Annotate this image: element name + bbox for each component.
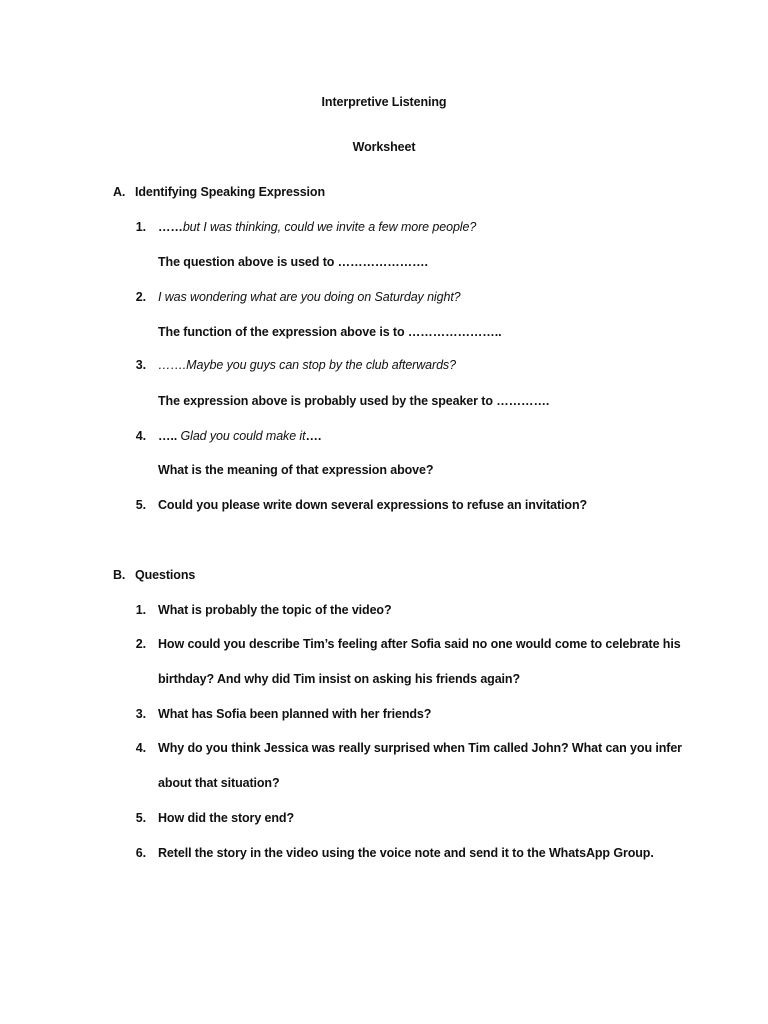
section-b-heading: Questions [135, 568, 196, 582]
item-number: 3. [135, 707, 146, 721]
item-number: 1. [135, 220, 146, 234]
section-a-heading: Identifying Speaking Expression [135, 185, 325, 199]
expression-quote: …….Maybe you guys can stop by the club afterwards? [158, 358, 456, 372]
ellipsis: …… [158, 220, 183, 234]
expression-quote: I was wondering what are you doing on Saturday night? [158, 290, 461, 304]
item-question: What is the meaning of that expression above? [158, 463, 434, 477]
item-number: 2. [135, 290, 146, 304]
item-number: 2. [135, 637, 146, 651]
section-b-marker: B. [113, 568, 126, 582]
quote-text: but I was thinking, could we invite a few more people? [182, 220, 477, 234]
page-subtitle: Worksheet [352, 140, 416, 154]
item-number: 4. [135, 741, 146, 755]
ellipsis: ….. [158, 429, 178, 443]
expression-quote [158, 219, 476, 235]
question-text: What is probably the topic of the video? [158, 603, 392, 617]
item-number: 5. [135, 811, 146, 825]
item-question: The function of the expression above is to ………………….. [158, 325, 502, 339]
question-text-continued: about that situation? [158, 776, 280, 790]
quote-text: Glad you could make it [177, 429, 306, 443]
item-question: The expression above is probably used by the speaker to …………. [158, 394, 550, 408]
question-text-continued: birthday? And why did Tim insist on asking his friends again? [158, 672, 520, 686]
question-text: What has Sofia been planned with her friends? [158, 707, 432, 721]
question-text: Retell the story in the video using the voice note and send it to the WhatsApp Group. [158, 846, 654, 860]
item-number: 4. [135, 429, 146, 443]
item-question: The question above is used to …………………. [158, 255, 428, 269]
expression-quote [158, 428, 321, 444]
question-text: How did the story end? [158, 811, 294, 825]
item-number: 1. [135, 603, 146, 617]
question-text: How could you describe Tim’s feeling after Sofia said no one would come to celebrate his [158, 637, 681, 651]
ellipsis: …. [305, 429, 322, 443]
item-question: Could you please write down several expressions to refuse an invitation? [158, 498, 588, 512]
page-title: Interpretive Listening [321, 95, 447, 109]
question-text: Why do you think Jessica was really surprised when Tim called John? What can you infer [158, 741, 682, 755]
item-number: 5. [135, 498, 146, 512]
item-number: 3. [135, 358, 146, 372]
section-a-marker: A. [113, 185, 126, 199]
item-number: 6. [135, 846, 146, 860]
